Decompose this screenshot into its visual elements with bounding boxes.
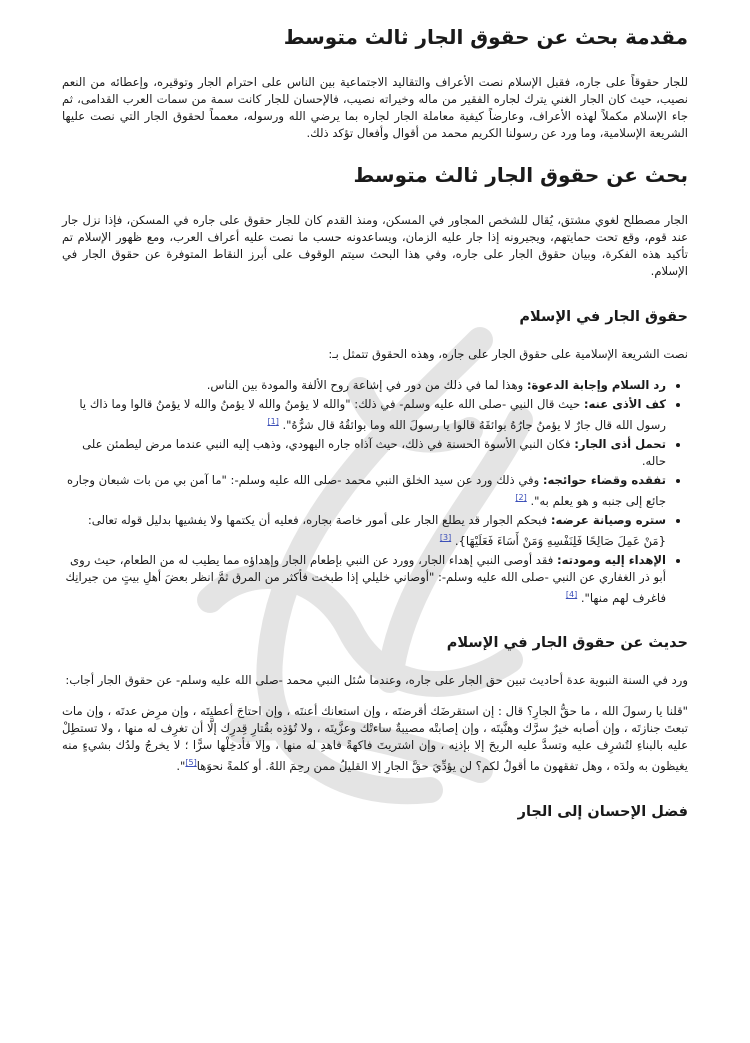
right-label: تحمل أذى الجار:: [574, 436, 666, 451]
hadith-text: "قلنا يا رسولَ الله ، ما حقُّ الجارِ؟ قال : إن استقرضَك أقرضتَه ، وإن استعانك أعنتَه ، وإن احتاجَ أعطيتَه ، وإن مرِض عدتَه ، وإن مات تبعتَ جنازتَه ، وإن أصابه خيرٌ سرَّك وهنَّيتَه ، وإن إصابتْه مصيبةٌ ساءتْك وعزَّيتَه ، ولا تُؤذِه بقُتارِ قِدرِك إلَّا أن تغرِف له منها ، ولا تستطِلْ عليه بالبناءِ لتُشرِف عليه وتسدَّ عليه الريحَ إلا بإذنِه ، وإن اشتريتَ فاكهةً فاهدِ له منها ، وإلا فأدخِلْها سرًّا ؛ لا يخرجُ ولدُك بشيءٍ منه يغيظون به ولدَه ، وهل تفقهون ما أقولُ لكم؟ لن يؤدِّيَ حقَّ الجارِ إلا القليلُ ممن رحِمَ اللهُ. أو كلمةً نحوَها: [62, 704, 688, 774]
hadith-section-title: حديث عن حقوق الجار في الإسلام: [446, 635, 688, 652]
document-page: [62, 22, 688, 841]
virtue-section-title: فضل الإحسان إلى الجار: [517, 804, 688, 821]
main-title: بحث عن حقوق الجار ثالث متوسط: [353, 163, 688, 187]
footnote-link[interactable]: [4]: [565, 589, 578, 599]
right-text: حيث قال النبي -صلى الله عليه وسلم- في ذلك: "والله لا يؤمنُ والله لا يؤمنُ والله لا يؤمنُ قالوا وما ذاك يا رسول الله قال جارٌ لا يؤمنُ جارُهُ بوائقَهُ قالوا يا رسولَ الله وما بوائقُهُ قال شرُّهُ".: [79, 397, 666, 432]
right-item: [62, 472, 666, 510]
right-item: [62, 396, 666, 434]
right-item: [62, 512, 666, 550]
footnote-link[interactable]: [1]: [267, 417, 279, 426]
rights-section-title: حقوق الجار في الإسلام: [519, 309, 688, 325]
right-label: رد السلام وإجابة الدعوة:: [526, 378, 666, 392]
right-text: وفي ذلك ورد عن سيد الخلق النبي محمد -صلى الله عليه وسلم-: "ما آمن بي من بات شبعان وجاره جائع إلى جنبه و هو يعلم به".: [67, 472, 666, 508]
right-label: الإهداء إليه ومودته:: [556, 552, 666, 567]
rights-list: [62, 377, 688, 606]
hadith-end: ".: [176, 759, 186, 774]
right-text: فبحكم الجوار قد يطلع الجار على أمور خاصة بجاره، فعليه أن يكتمها ولا يفشيها بدليل قوله تعالى: {مَنْ عَمِلَ صَالِحًا فَلِنَفْسِهِ وَمَنْ أَسَاءَ فَعَلَيْهَا}.: [87, 512, 666, 548]
right-item: [62, 552, 666, 607]
right-text: فكان النبي الأسوة الحسنة في ذلك، حيث آذاه جاره اليهودي، وذهب إليه النبي عندما مرض ليطمئن على حاله.: [82, 436, 666, 468]
intro-paragraph: للجار حقوقاً على جاره، فقبل الإسلام نصت الأعراف والتقاليد الاجتماعية بين الناس على احترام الجار وتوقيره، وإعطائه من النعم نصيب، حيث كان الجار الغني يترك لجاره الفقير من ماله وخيراته نصيب، فالإحسان للجار كانت سمة من سمات العرب القدامى، ثم جاء الإسلام مكملاً لهذه الأعراف، وعارضاً كيفية معاملة الجار لجاره بما يرضي الله ورسوله، معمماً لحقوق الجار التي نصت عليها الشريعة الإسلامية، وما ورد عن رسولنا الكريم محمد من أقوال وأفعال تؤكد ذلك.: [62, 75, 688, 140]
intro-title: مقدمة بحث عن حقوق الجار ثالث متوسط: [283, 25, 688, 49]
main-paragraph: الجار مصطلح لغوي مشتق، يُقال للشخص المجاور في المسكن، ومنذ القدم كان للجار حقوق على جاره في المسكن، فإذا نزل جار عند قوم، وقع تحت حمايتهم، ويجيرونه إذا جار عليه الزمان، ويساعدونه حسب ما نصت عليه أعراف العرب، ومع ظهور الإسلام تم تأكيد هذه الفكرة، وبيان حقوق الجار على جاره، وفي هذا البحث سيتم الوقوف على أبرز النقاط المتوفرة عن حقوق الجار في الإسلام.: [62, 213, 688, 278]
right-text: وهذا لما في ذلك من دور في إشاعة روح الألفة والمودة بين الناس.: [206, 378, 527, 392]
hadith-intro: ورد في السنة النبوية عدة أحاديث تبين حق الجار على جاره، وعندما سُئل النبي محمد -صلى الله عليه وسلم- عن حقوق الجار أجاب:: [65, 673, 688, 688]
rights-intro: نصت الشريعة الإسلامية على حقوق الجار على جاره، وهذه الحقوق تتمثل بـ:: [328, 347, 688, 361]
footnote-link[interactable]: [2]: [515, 492, 527, 502]
right-label: كف الأذى عنه:: [583, 397, 666, 411]
footnote-link[interactable]: [3]: [439, 532, 452, 542]
right-item: [62, 436, 666, 470]
right-label: ستره وصيانة عرضه:: [550, 512, 666, 527]
right-text: فقد أوصى النبي إهداء الجار، وورد عن النبي بإطعام الجار وإهداؤه مما يطيب له من الطعام، حيث روى أبو ذر الغفاري عن النبي -صلى الله عليه وسلم-: "أوصاني خليلي إذا طبخت فأكثر من المرق ثمَّ انظر بعضَ أهلِ بيتٍ من جيرانِك فاغرف لهم منها".: [65, 552, 666, 605]
footnote-link[interactable]: [5]: [185, 758, 197, 768]
right-label: تفقده وقضاء حوائجه:: [542, 472, 666, 487]
right-item: [62, 377, 666, 394]
hadith-quote: [62, 703, 688, 775]
